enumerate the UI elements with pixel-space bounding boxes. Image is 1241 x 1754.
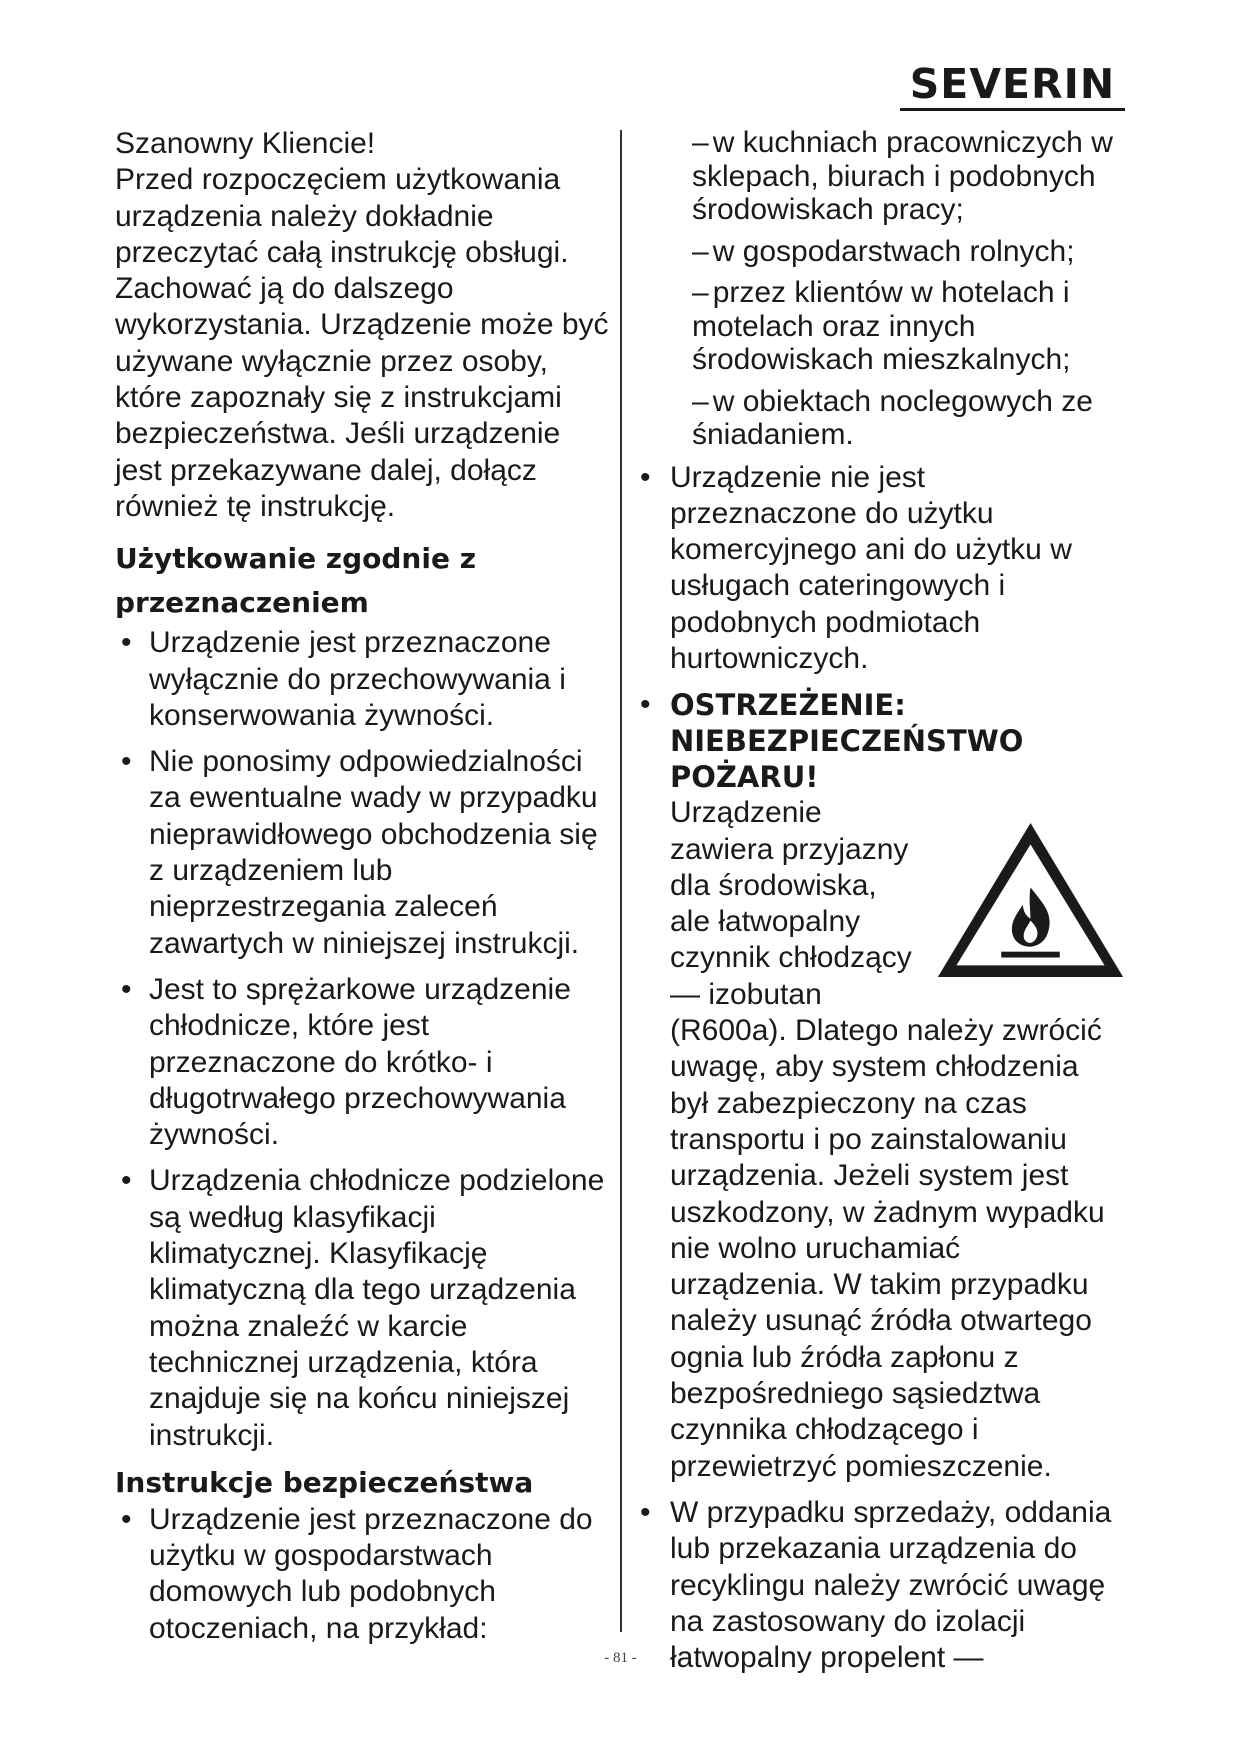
example-item [692,235,1120,269]
intended-use-heading [115,537,615,625]
warning-title-line2: NIEBEZPIECZEŃSTWO [670,724,1024,759]
example-text: w kuchniach pracowniczych w sklepach, biurach i podobnych środowiskach pracy; [692,126,1113,226]
safety-heading: Instrukcje bezpieczeństwa [115,1465,534,1499]
dash-symbol: – [692,384,709,418]
example-text: w gospodarstwach rolnych; [712,234,1075,268]
example-item [692,126,1120,227]
warning-item [640,687,1120,1485]
column-divider [620,130,622,1632]
list-item: • Urządzenie jest przeznaczone wyłącznie do przechowywania i konserwowania żywności. [115,625,615,734]
severin-logo: SEVERIN [900,62,1125,111]
example-item [692,385,1120,452]
dash-symbol: – [692,126,709,159]
intended-use-heading-line2: przeznaczeniem [115,586,369,620]
list-item: • Urządzenia chłodnicze podzielone są według klasyfikacji klimatycznej. Klasyfikację klimatyczną dla tego urządzenia można znaleźć w karcie technicznej urządzenia, która znajduje się na końcu niniejszej instrukcji. [115,1163,615,1453]
list-item: • Jest to sprężarkowe urządzenie chłodnicze, które jest przeznaczone do krótko- i długotrwałego przechowywania żywności. [115,972,615,1153]
right-column [640,126,1120,1686]
examples-list [640,126,1120,452]
list-item: • Urządzenie nie jest przeznaczone do użytku komercyjnego ani do użytku w usługach cateringowych i podobnych podmiotach hurtowniczych. [640,460,1120,678]
list-item: • W przypadku sprzedaży, oddania lub przekazania urządzenia do recyklingu należy zwrócić uwagę na zastosowany do izolacji łatwopalny propelent — [640,1495,1120,1676]
left-column [115,126,615,1657]
example-text: w obiektach noclegowych ze śniadaniem. [692,384,1093,451]
list-item: • Nie ponosimy odpowiedzialności za ewentualne wady w przypadku nieprawidłowego obchodzenia się z urządzeniem lub nieprzestrzegania zaleceń zawartych w niniejszej instrukcji. [115,744,615,962]
warning-title-line3: POŻARU! [670,760,819,795]
example-item [692,276,1120,377]
intro-text: Szanowny Kliencie! Przed rozpoczęciem użytkowania urządzenia należy dokładnie przeczytać całą instrukcję obsługi. Zachować ją do dalszego wykorzystania. Urządzenie może być używane wyłącznie przez osoby, które zapoznały się z instrukcjami bezpieczeństwa. Jeśli urządzenie jest przekazywane dalej, dołącz również tę instrukcję. [115,127,609,523]
intended-use-list [115,625,615,1454]
warning-title-line1: • OSTRZEŻENIE: [670,688,906,723]
dash-symbol: – [692,234,709,268]
dash-symbol: – [692,276,709,309]
example-text: przez klientów w hotelach i motelach oraz innych środowiskach mieszkalnych; [692,276,1071,376]
right-bullet-list [640,460,1120,1677]
list-item: • Urządzenie jest przeznaczone do użytku w gospodarstwach domowych lub podobnych otoczeniach, na przykład: [115,1502,615,1647]
page-number: - 81 - [604,1650,637,1666]
intended-use-heading-line1: Użytkowanie zgodnie z [115,542,476,576]
flammable-warning-icon [933,815,1128,985]
safety-list [115,1502,615,1647]
warning-text: Urządzenie zawiera przyjazny dla środowiska, ale łatwopalny czynnik chłodzący — izobutan (R600a). Dlatego należy zwrócić uwagę, aby system chłodzenia był zabezpieczony na czas transportu i po zainstalowaniu urządzenia. Jeżeli system jest uszkodzony, w żadnym wypadku nie wolno uruchamiać urządzenia. W takim przypadku należy usunąć źródła otwartego ognia lub źródła zapłonu z bezpośredniego sąsiedztwa czynnika chłodzącego i przewietrzyć pomieszczenie. [670,796,1105,1483]
